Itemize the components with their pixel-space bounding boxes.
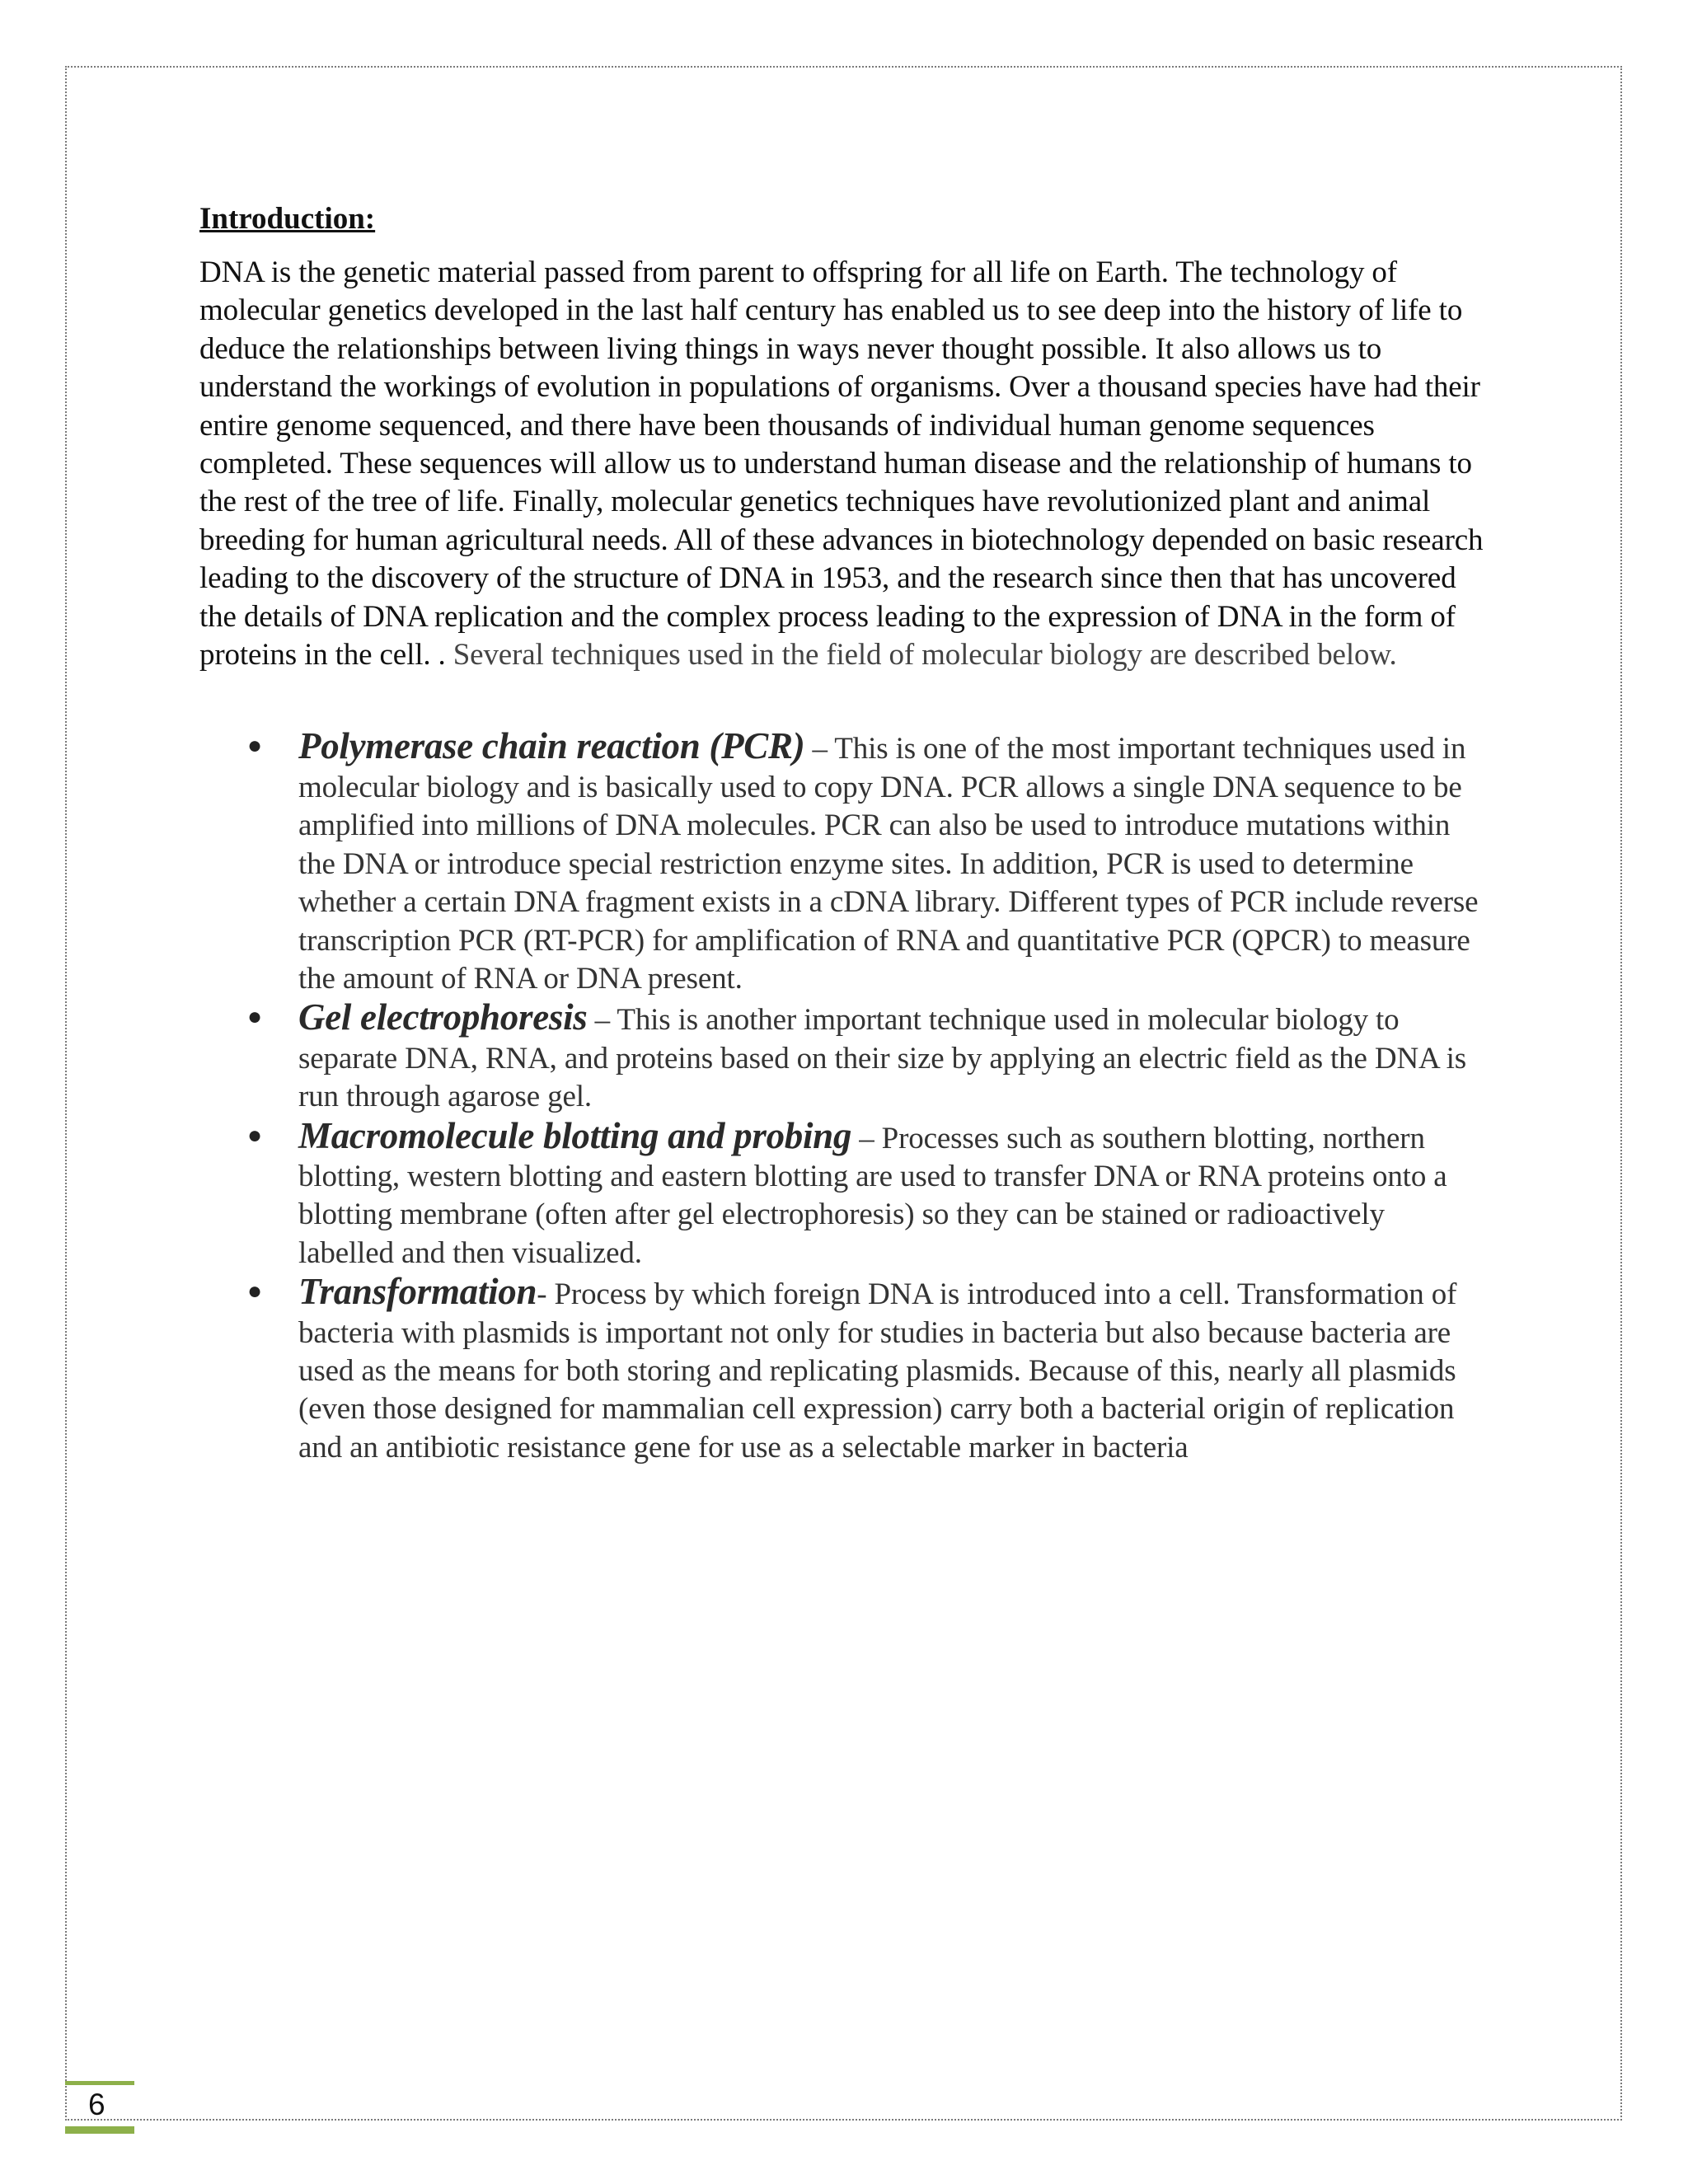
page-footer <box>65 2081 134 2134</box>
document-body <box>199 196 1485 1467</box>
term-pcr: Polymerase chain reaction (PCR) <box>298 725 805 767</box>
description-pcr: – This is one of the most important techniques used in molecular biology and is basically used to copy DNA. PCR allows a single DNA sequence to be amplified into millions of DNA molecules. PCR can also be used to introduce mutations within the DNA or introduce special restriction enzyme sites. In addition, PCR is used to determine whether a certain DNA fragment exists in a cDNA library. Different types of PCR include reverse transcription PCR (RT-PCR) for amplification of RNA and quantitative PCR (QPCR) to measure the amount of RNA or DNA present. <box>298 732 1479 996</box>
term-gel-electrophoresis: Gel electrophoresis <box>298 996 588 1038</box>
list-item <box>199 998 1485 1116</box>
intro-paragraph <box>199 254 1485 674</box>
term-blotting: Macromolecule blotting and probing <box>298 1114 852 1156</box>
intro-tail-text: Several techniques used in the field of molecular biology are described below. <box>445 638 1397 673</box>
accent-bar-bottom <box>65 2126 134 2134</box>
list-item <box>199 1114 1485 1273</box>
page-number: 6 <box>88 2088 106 2121</box>
bullet-icon: ● <box>247 1277 262 1305</box>
description-transformation: - Process by which foreign DNA is introduced into a cell. Transformation of bacteria with plasmids is important not only for studies in bacteria but also because bacteria are used as the means for both storing and replicating plasmids. Because of this, nearly all plasmids (even those designed for mammalian cell expression) carry both a bacterial origin of replication and an antibiotic resistance gene for use as a selectable marker in bacteria <box>298 1277 1457 1465</box>
section-heading: Introduction: <box>199 202 376 236</box>
description-blotting: – Processes such as southern blotting, northern blotting, western blotting and eastern blotting are used to transfer DNA or RNA proteins onto a blotting membrane (often after gel electrophoresis) so they can be stained or radioactively labelled and then visualized. <box>298 1121 1447 1270</box>
techniques-list <box>199 727 1485 1467</box>
bullet-icon: ● <box>247 732 262 760</box>
list-item <box>199 727 1485 998</box>
term-transformation: Transformation <box>298 1271 537 1313</box>
list-item <box>199 1272 1485 1467</box>
intro-main-text: DNA is the genetic material passed from parent to offspring for all life on Earth. The technology of molecular genetics developed in the last half century has enabled us to see deep into the history of life to deduce the relationships between living things in ways never thought possible. It also allows us to understand the workings of evolution in populations of organisms. Over a thousand species have had their entire genome sequenced, and there have been thousands of individual human genome sequences completed. These sequences will allow us to understand human disease and the relationship of humans to the rest of the tree of life. Finally, molecular genetics techniques have revolutionized plant and animal breeding for human agricultural needs. All of these advances in biotechnology depended on basic research leading to the discovery of the structure of DNA in 1953, and the research since then that has uncovered the details of DNA replication and the complex process leading to the expression of DNA in the form of proteins in the cell. . <box>199 255 1484 673</box>
bullet-icon: ● <box>247 1121 262 1149</box>
bullet-icon: ● <box>247 1003 262 1031</box>
description-gel-electrophoresis: – This is another important technique used in molecular biology to separate DNA, RNA, and proteins based on their size by applying an electric field as the DNA is run through agarose gel. <box>298 1003 1467 1114</box>
